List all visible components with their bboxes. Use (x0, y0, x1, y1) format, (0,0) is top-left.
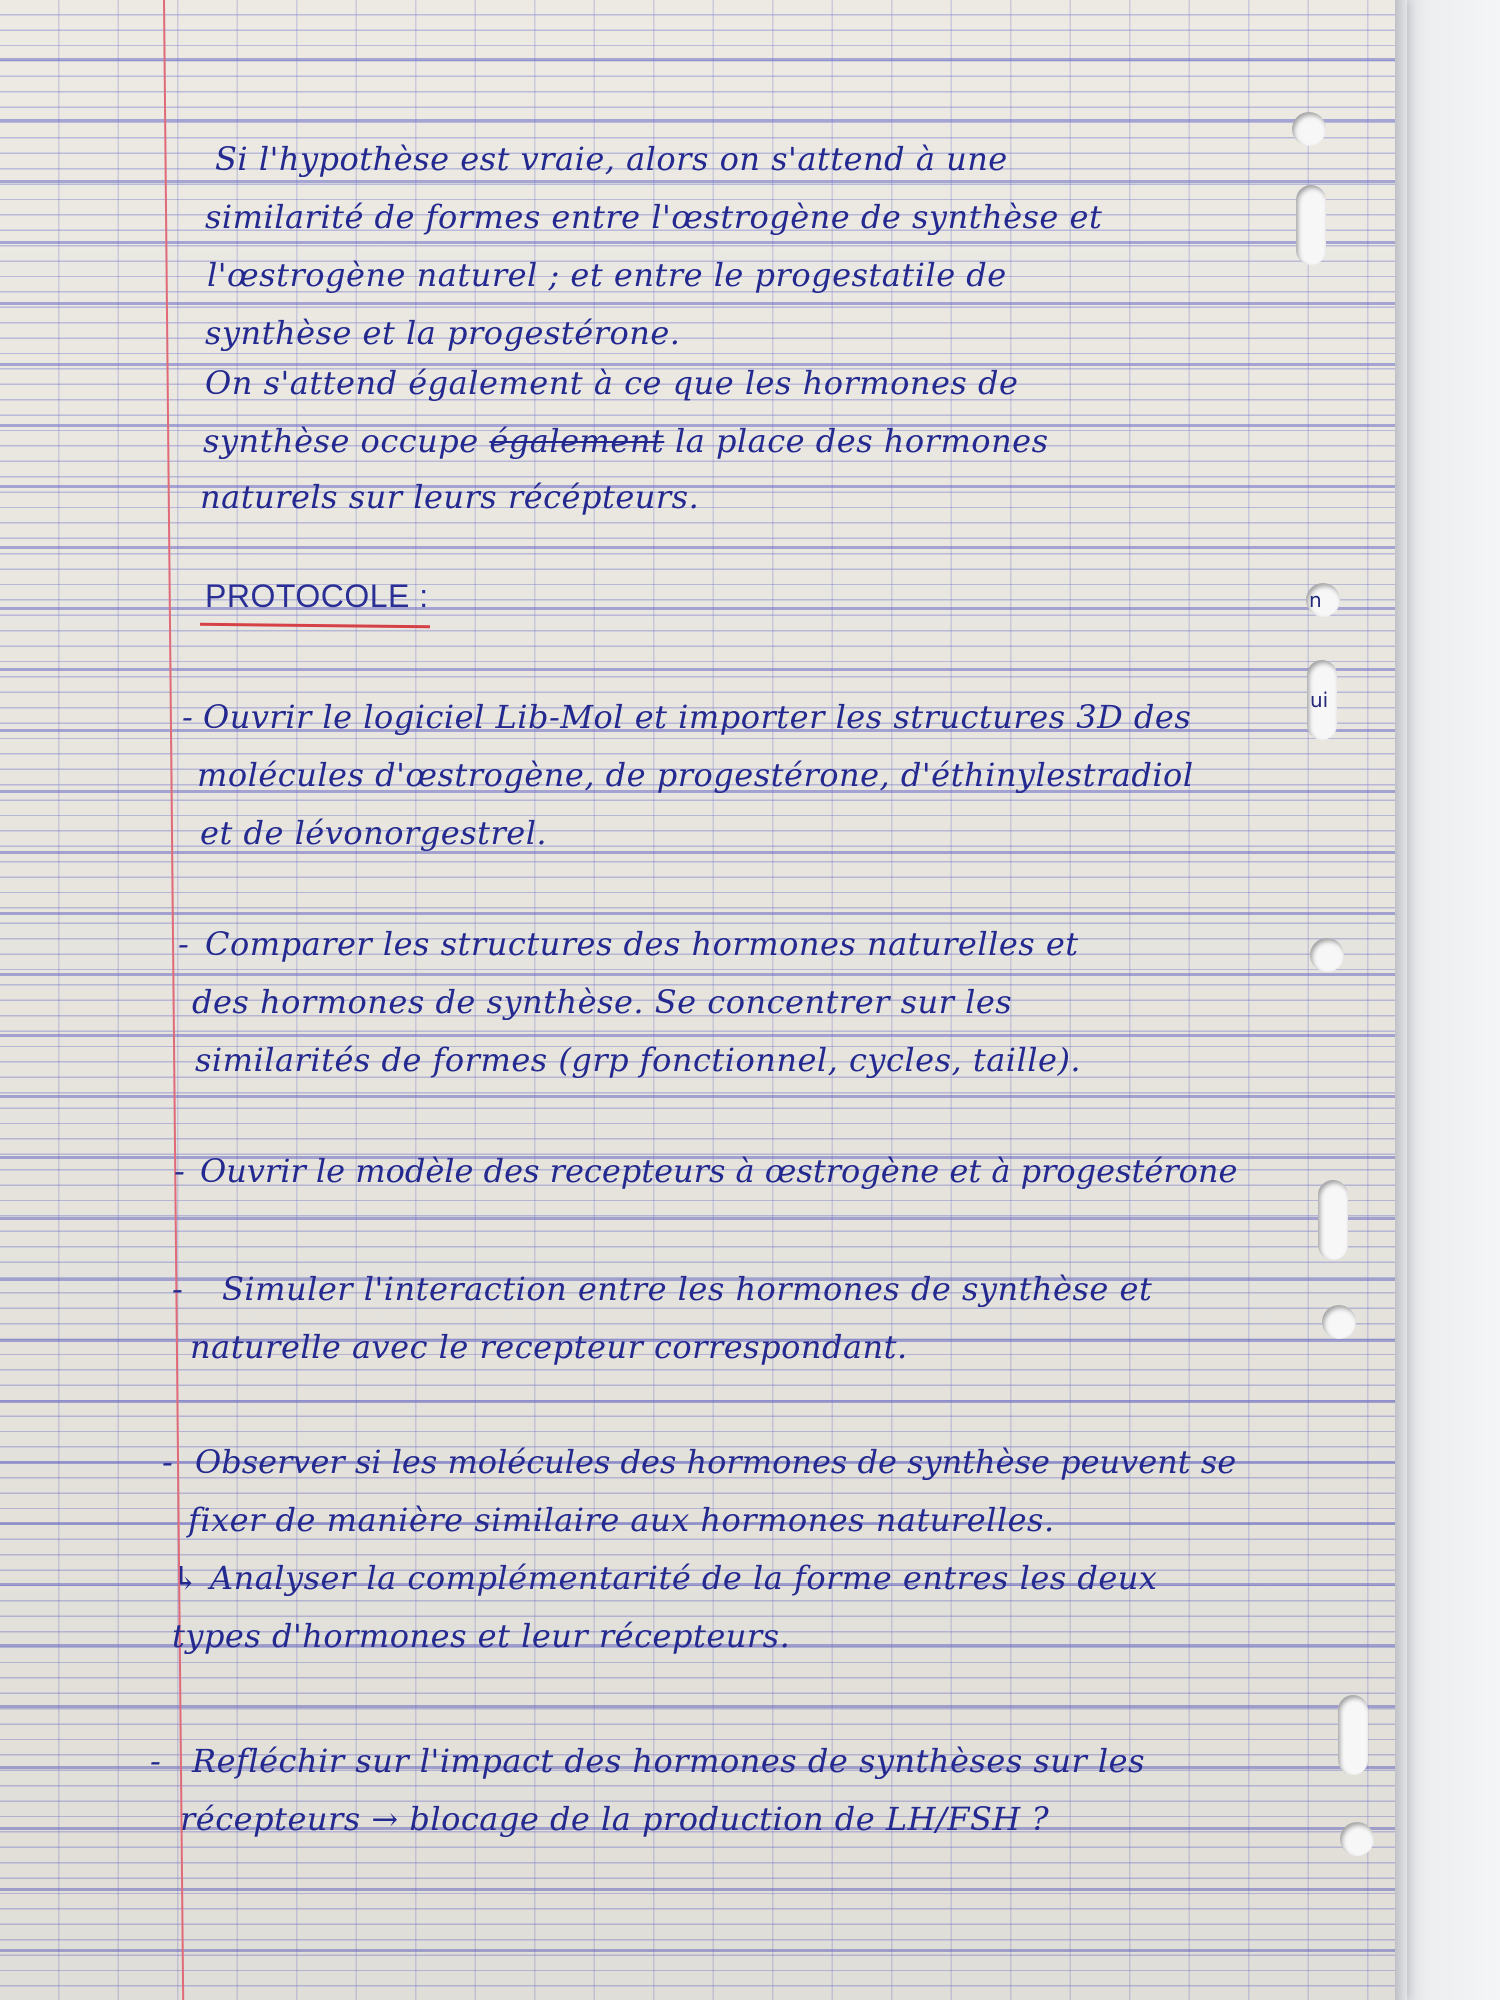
margin-note: n (1309, 588, 1322, 612)
protocol-step-line: molécules d'œstrogène, de progestérone, d'éthinylestradiol (197, 756, 1194, 794)
protocol-step-line: fixer de manière similaire aux hormones naturelles. (188, 1501, 1055, 1539)
protocol-step-line: Ouvrir le logiciel Lib-Mol et importer les structures 3D des (203, 698, 1192, 736)
step-marker: - (150, 1742, 162, 1780)
protocol-step-line: Observer si les molécules des hormones de synthèse peuvent se (195, 1443, 1237, 1481)
protocol-step-line: similarités de formes (grp fonctionnel, cycles, taille). (195, 1041, 1082, 1079)
step-marker: - (178, 925, 190, 963)
step-marker: - (182, 698, 194, 736)
margin-note: ui (1310, 688, 1329, 712)
expectation-line: naturels sur leurs récépteurs. (200, 478, 700, 516)
protocol-step-line: naturelle avec le recepteur correspondant. (190, 1328, 908, 1366)
protocol-step-line: des hormones de synthèse. Se concentrer sur les (192, 983, 1013, 1021)
protocol-step-line: et de lévonorgestrel. (200, 814, 548, 852)
expectation-line: On s'attend également à ce que les hormones de (205, 364, 1019, 402)
struck-word: également (489, 422, 665, 460)
step-marker: - (162, 1443, 174, 1481)
protocol-step-line: Comparer les structures des hormones naturelles et (205, 925, 1079, 963)
heading-underline (200, 623, 430, 628)
step-marker: - (174, 1152, 186, 1190)
protocol-step-line: récepteurs → blocage de la production de LH/FSH ? (180, 1800, 1050, 1838)
expectation-line: synthèse occupe également la place des hormones (203, 422, 1049, 460)
hypothesis-line: l'œstrogène naturel ; et entre le progestatile de (207, 256, 1007, 294)
hypothesis-line: synthèse et la progestérone. (205, 314, 681, 352)
hypothesis-line: similarité de formes entre l'œstrogène de synthèse et (205, 198, 1103, 236)
protocol-step-line: Simuler l'interaction entre les hormones de synthèse et (222, 1270, 1153, 1308)
protocol-heading: PROTOCOLE : (205, 578, 429, 614)
protocol-step-line: types d'hormones et leur récepteurs. (172, 1617, 791, 1655)
desk-background (1395, 0, 1500, 2000)
protocol-step-line: Refléchir sur l'impact des hormones de synthèses sur les (192, 1742, 1145, 1780)
protocol-step-line: Ouvrir le modèle des recepteurs à œstrogène et à progestérone (200, 1152, 1238, 1190)
step-marker: - (172, 1270, 184, 1308)
protocol-step-line: ↳ Analyser la complémentarité de la forme entres les deux (172, 1559, 1158, 1597)
hypothesis-line: Si l'hypothèse est vraie, alors on s'attend à une (215, 140, 1008, 178)
